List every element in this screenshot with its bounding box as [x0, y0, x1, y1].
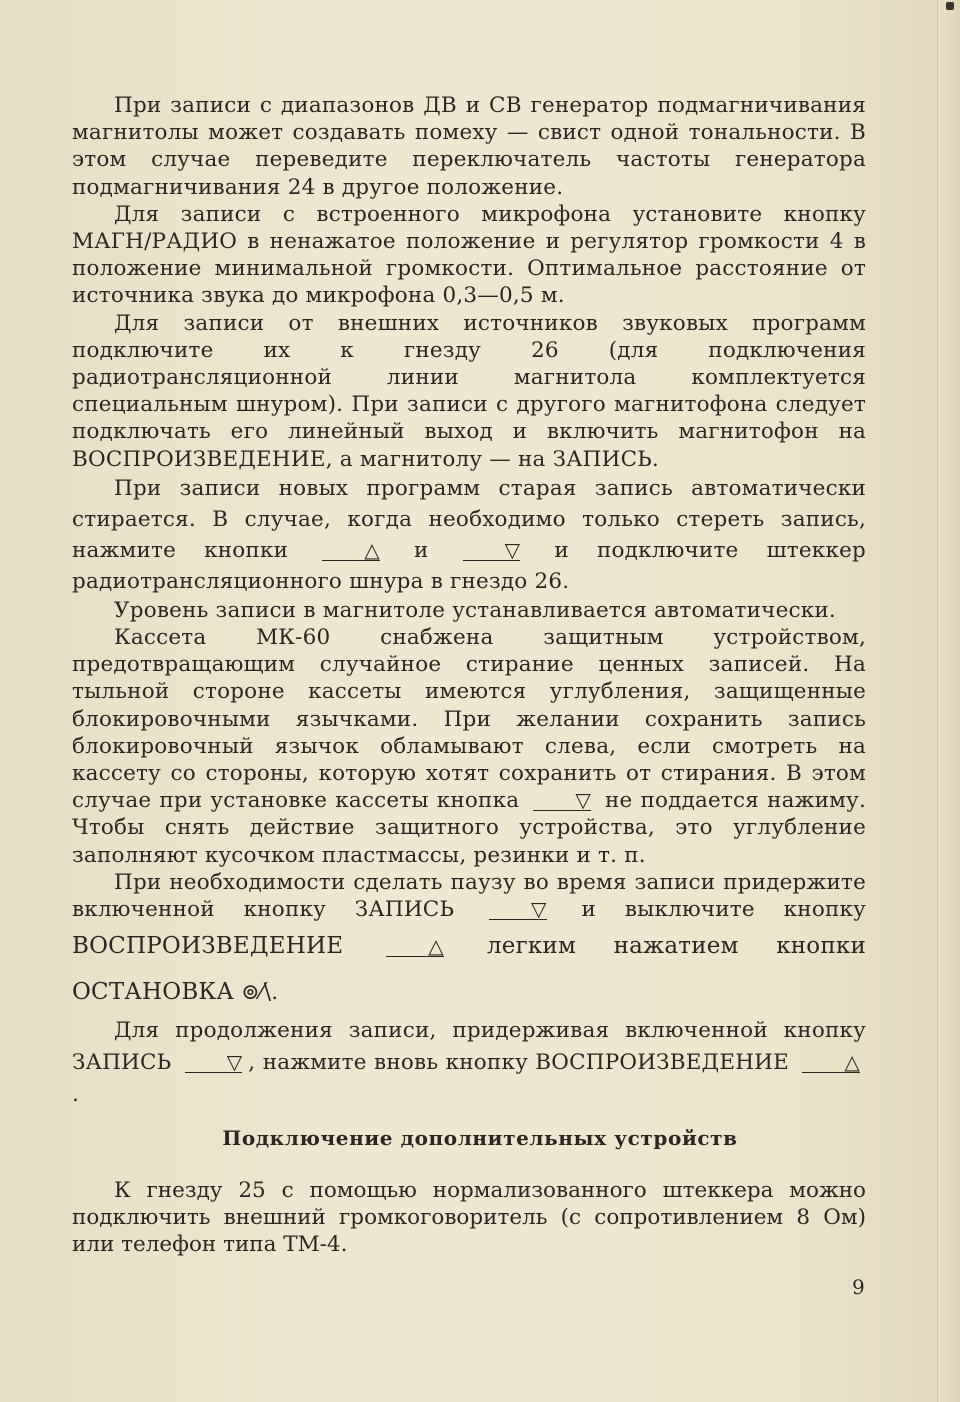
record-symbol: ▽ — [489, 899, 547, 920]
body-text-2 — [72, 1177, 866, 1259]
stop-symbol: ⊚⁄\ — [241, 980, 272, 1006]
body-text — [72, 92, 866, 1111]
section-heading: Подключение дополнительных устройств — [222, 1126, 738, 1150]
record-symbol: ▽ — [463, 540, 521, 561]
paragraph-5: Уровень записи в магнитоле устанавливается автоматически. — [114, 597, 836, 623]
page-number: 9 — [852, 1275, 865, 1299]
paragraph-1: При записи с диапазонов ДВ и СВ генератор подмагничивания магнитолы может создавать помеху — свист одной тональности. В этом случае переведите переключатель частоты генератора подмагничивания 24 в другое положение. — [72, 93, 866, 200]
play-symbol: △ — [322, 540, 380, 561]
paragraph-6: Кассета МК-60 снабжена защитным устройством, предотвращающим случайное стирание ценных записей. На тыльной стороне кассеты имеются углубления, защищенные блокировочными язычками. При желании сохранить запись блокировочный язычок обламывают слева, если смотреть на кассету со стороны, которую хотят сохранить от стирания. В этом случае при установке кассеты кнопка ▽ не поддается нажиму. Чтобы снять действие защитного устройства, это углубление заполняют кусочком пластмассы, резинки и т. п. — [72, 625, 866, 868]
paragraph-3: Для записи от внешних источников звуковых программ подключите их к гнезду 26 (для подключения радиотрансляционной линии магнитола комплектуется специальным шнуром). При записи с другого магнитофона следует подключать его линейный выход и включить магнитофон на ВОСПРОИЗВЕДЕНИЕ, а магнитолу — на ЗАПИСЬ. — [72, 310, 866, 472]
page-edge — [937, 0, 960, 1402]
paragraph-2: Для записи с встроенного микрофона установите кнопку МАГН/РАДИО в ненажатое положение и регулятор громкости 4 в положение минимальной громкости. Оптимальное расстояние от источника звука до микрофона 0,3—0,5 м. — [72, 201, 866, 309]
paragraph-8: Для продолжения записи, придерживая включенной кнопку ЗАПИСЬ ▽ , нажмите вновь кнопку ВОСПРОИЗВЕДЕНИЕ △. — [72, 1018, 866, 1108]
play-symbol: △ — [386, 936, 444, 957]
record-symbol: ▽ — [185, 1052, 243, 1073]
corner-mark — [946, 2, 954, 10]
paragraph-9: К гнезду 25 с помощью нормализованного штеккера можно подключить внешний громкоговоритель (с сопротивлением 8 Ом) или телефон типа ТМ-4. — [72, 1178, 866, 1258]
paragraph-4: При записи новых программ старая запись автоматически стирается. В случае, когда необходимо только стереть запись, нажмите кнопки △ и ▽ и подключите штеккер радиотрансляционного шнура в гнездо 26. — [72, 475, 866, 594]
play-symbol: △ — [802, 1052, 860, 1073]
record-symbol: ▽ — [533, 790, 591, 811]
paragraph-7: При необходимости сделать паузу во время записи придержите включенной кнопку ЗАПИСЬ ▽ и выключите кнопку ВОСПРОИЗВЕДЕНИЕ △ легким нажатием кнопки ОСТАНОВКА ⊚⁄\. — [72, 869, 866, 1006]
